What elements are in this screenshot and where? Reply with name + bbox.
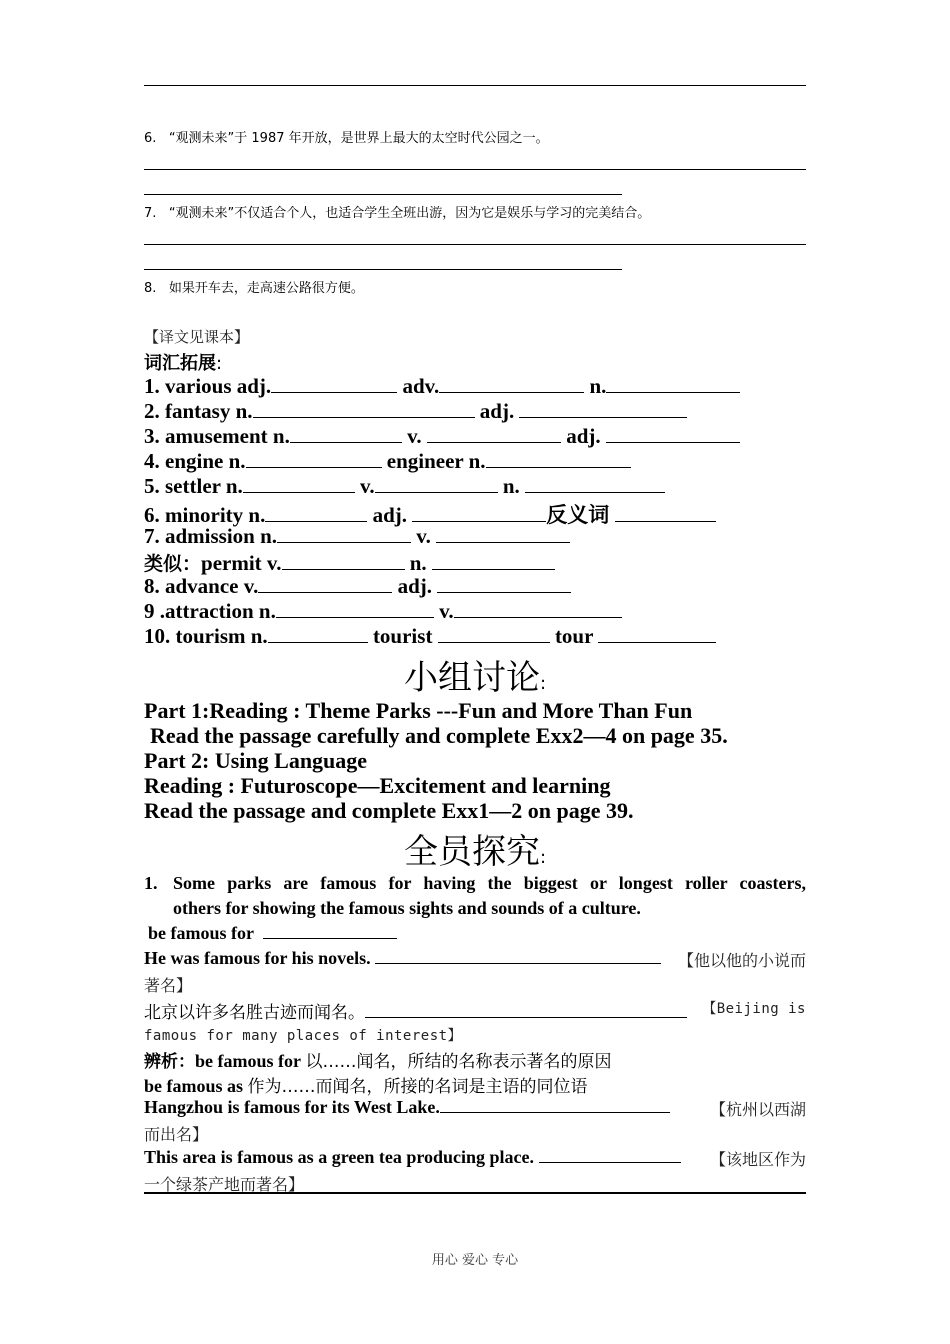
blank	[437, 591, 571, 593]
vocab-title-colon: :	[216, 353, 223, 374]
blank	[439, 391, 584, 393]
translation-item-6	[144, 127, 549, 146]
vocab-part: tourist	[372, 624, 433, 648]
blank	[438, 641, 550, 643]
example-3-note-cont: 而出名】	[144, 1125, 209, 1144]
blank	[375, 491, 498, 493]
analysis-line-2	[144, 1072, 588, 1097]
blank	[432, 568, 555, 570]
blank	[412, 520, 546, 522]
vocab-part: admission n.	[165, 524, 278, 548]
blank	[282, 568, 405, 570]
heading-colon: :	[539, 673, 547, 694]
blank	[268, 641, 368, 643]
exploration-item-number: 1.	[144, 873, 158, 893]
exploration-heading	[0, 824, 950, 873]
analysis-label: 辨析：	[144, 1052, 195, 1072]
item-text: “观测未来”不仅适合个人，也适合学生全班出游，因为它是娱乐与学习的完美结合。	[168, 206, 651, 221]
blank	[277, 541, 411, 543]
blank	[615, 520, 716, 522]
footer-text: 用心 爱心 专心	[431, 1253, 519, 1268]
vocab-row-3	[144, 424, 740, 449]
analysis-line-1	[144, 1047, 612, 1072]
vocab-part: engineer n.	[386, 449, 486, 473]
analysis-phrase: be famous as	[144, 1076, 244, 1096]
vocab-row-10	[144, 624, 716, 649]
blank	[606, 391, 740, 393]
vocab-part: adj.	[566, 424, 601, 448]
discussion-part1-title: Part 1:Reading : Theme Parks ---Fun and More Than Fun	[144, 698, 693, 723]
discussion-part2-title: Part 2: Using Language	[144, 748, 368, 773]
item-number: 6.	[144, 131, 157, 146]
vocab-row-1	[144, 374, 740, 399]
vocab-row-5	[144, 474, 665, 499]
vocab-part: v.	[407, 424, 422, 448]
blank	[519, 416, 687, 418]
vocab-row-similar	[144, 549, 555, 576]
vocab-row-8	[144, 574, 571, 599]
item-text: “观测未来”于 1987 年开放，是世界上最大的太空时代公园之一。	[168, 131, 549, 146]
vocab-title	[144, 349, 222, 375]
vocab-part: v.	[439, 599, 454, 623]
blank	[263, 937, 397, 939]
vocab-part: various adj.	[165, 374, 272, 398]
blank	[598, 641, 716, 643]
vocab-part: amusement n.	[165, 424, 290, 448]
vocab-number: 5.	[144, 474, 160, 498]
exploration-sentence-line2: others for showing the famous sights and sounds of a culture.	[173, 898, 641, 918]
vocab-part: adj.	[479, 399, 515, 423]
example-4-note-cont: 一个绿茶产地而著名】	[144, 1175, 305, 1194]
analysis-explanation: 作为……而闻名，所接的名词是主语的同位语	[247, 1077, 588, 1097]
vocab-part: engine n.	[165, 449, 246, 473]
vocab-number: 4.	[144, 449, 160, 473]
blank	[258, 591, 392, 593]
translation-note: 【译文见课本】	[144, 328, 250, 346]
vocab-title-text: 词汇拓展	[144, 353, 216, 374]
example-4	[144, 1147, 806, 1170]
footer-rule	[144, 1192, 806, 1194]
vocab-row-7	[144, 524, 570, 549]
translation-item-7	[144, 202, 650, 221]
example-text: 北京以许多名胜古迹而闻名。	[144, 1003, 365, 1023]
blank	[539, 1161, 681, 1163]
answer-line	[144, 169, 806, 170]
vocab-number: 8.	[144, 574, 160, 598]
vocab-row-4	[144, 449, 631, 474]
item-number: 7.	[144, 206, 157, 221]
blank	[427, 441, 561, 443]
vocab-part: permit v.	[201, 551, 282, 575]
vocab-part: fantasy n.	[165, 399, 253, 423]
vocab-part: v.	[360, 474, 375, 498]
phrase-line	[148, 923, 397, 944]
vocab-part: tourism n.	[175, 624, 268, 648]
heading-text: 全员探究	[403, 832, 540, 872]
blank	[606, 441, 740, 443]
example-note: 【杭州以西湖	[709, 1100, 806, 1119]
vocab-part: v.	[416, 524, 431, 548]
blank	[276, 616, 434, 618]
blank	[253, 416, 475, 418]
blank	[246, 466, 382, 468]
vocab-number: 10.	[144, 624, 171, 648]
phrase-text: be famous for	[148, 923, 254, 943]
vocab-row-2	[144, 399, 687, 424]
vocab-part: attraction n.	[165, 599, 276, 623]
analysis-explanation: 以……闻名，所结的名称表示著名的原因	[305, 1052, 612, 1072]
vocab-part: adj.	[397, 574, 433, 598]
vocab-part: minority n.	[165, 503, 266, 527]
heading-colon: :	[539, 847, 547, 868]
answer-line	[144, 85, 806, 86]
example-note: 【该地区作为	[709, 1150, 806, 1169]
blank	[486, 466, 631, 468]
vocab-number: 9 .	[144, 599, 165, 623]
blank	[290, 441, 402, 443]
vocab-number: 2.	[144, 399, 160, 423]
example-1	[144, 948, 806, 971]
example-text: This area is famous as a green tea producing place.	[144, 1147, 535, 1167]
blank	[454, 616, 622, 618]
vocab-part: n.	[589, 374, 607, 398]
vocab-number: 6.	[144, 503, 160, 527]
vocab-number: 3.	[144, 424, 160, 448]
analysis-phrase: be famous for	[195, 1051, 301, 1071]
blank	[436, 541, 570, 543]
discussion-part2-reading: Reading : Futuroscope—Excitement and learning	[144, 773, 611, 798]
vocab-part: tour	[554, 624, 594, 648]
example-1-note-cont: 著名】	[144, 976, 193, 995]
vocab-part: n.	[409, 551, 427, 575]
discussion-part1-task: Read the passage carefully and complete Exx2—4 on page 35.	[150, 723, 728, 748]
vocab-part: advance v.	[165, 574, 259, 598]
example-text: He was famous for his novels.	[144, 948, 371, 968]
example-2	[144, 998, 806, 1023]
translation-item-8	[144, 277, 364, 296]
exploration-sentence-line1: Some parks are famous for having the biggest or longest roller coasters,	[173, 873, 806, 893]
vocab-number: 1.	[144, 374, 160, 398]
blank	[265, 520, 367, 522]
vocab-part: n.	[502, 474, 520, 498]
answer-line	[144, 244, 806, 245]
example-2-note-cont: famous for many places of interest】	[144, 1028, 463, 1044]
blank	[525, 491, 665, 493]
item-text: 如果开车去，走高速公路很方便。	[168, 281, 364, 296]
example-text: Hangzhou is famous for its West Lake.	[144, 1097, 440, 1117]
example-3	[144, 1097, 806, 1120]
vocab-part: adj.	[372, 503, 408, 527]
blank	[440, 1111, 670, 1113]
discussion-part2-task: Read the passage and complete Exx1—2 on page 39.	[144, 798, 634, 823]
blank	[365, 1016, 687, 1018]
example-note: 【他以他的小说而	[677, 951, 806, 970]
vocab-row-9	[144, 599, 622, 624]
vocab-number: 7.	[144, 524, 160, 548]
vocab-part: settler n.	[165, 474, 243, 498]
vocab-part: 反义词	[546, 503, 610, 527]
vocab-number: 类似：	[144, 553, 202, 575]
blank	[271, 391, 397, 393]
blank	[375, 962, 661, 964]
heading-text: 小组讨论	[403, 658, 540, 698]
item-number: 8.	[144, 281, 157, 296]
answer-line	[144, 194, 622, 195]
answer-line	[144, 269, 622, 270]
blank	[243, 491, 355, 493]
vocab-part: adv.	[402, 374, 440, 398]
example-note: 【Beijing is	[702, 1001, 806, 1017]
group-discussion-heading	[0, 650, 950, 699]
